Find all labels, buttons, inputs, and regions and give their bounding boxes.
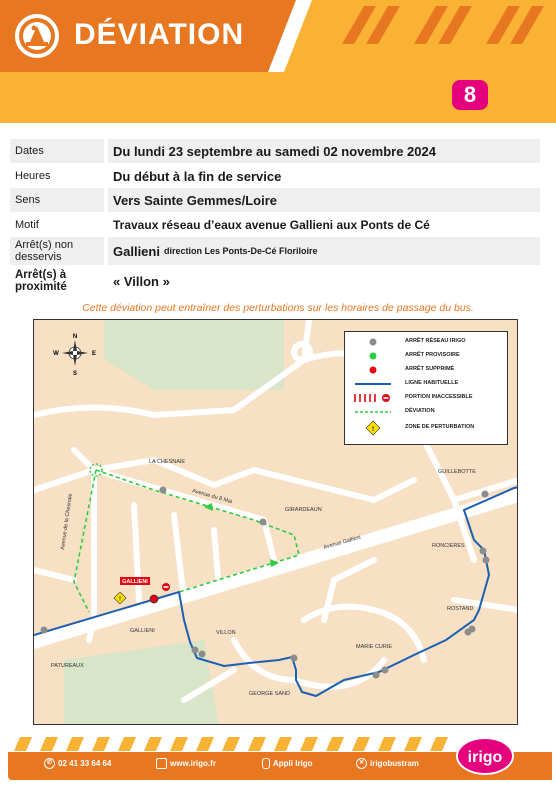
legend-item: ! ZONE DE PERTURBATION <box>345 420 509 436</box>
legend-item: ARRÊT RÉSEAU IRIGO <box>345 336 509 348</box>
roadworks-logo-icon <box>17 16 57 56</box>
info-row-nearby <box>10 267 540 295</box>
info-row-reason <box>10 213 540 237</box>
street-label: RONCIERES <box>432 543 465 549</box>
compass-icon <box>53 334 96 377</box>
gallieni-tag-label: GALLIENI <box>122 579 148 585</box>
info-label: Motif <box>10 213 104 237</box>
street-label: Avenue Gallieni <box>322 534 362 551</box>
no-entry-icon <box>162 583 170 591</box>
info-row-dates <box>10 139 540 163</box>
grey-dot-icon <box>351 336 395 348</box>
decorative-stripes <box>342 6 544 44</box>
avenue-gallieni-road <box>34 488 518 649</box>
info-value: Travaux réseau d’eaux avenue Gallieni aux Ponts de Cé <box>108 213 540 237</box>
svg-text:!: ! <box>371 426 375 433</box>
street-label: PATUREAUX <box>51 663 84 669</box>
info-value: Vers Sainte Gemmes/Loire <box>108 188 540 212</box>
stop-name: Gallieni <box>113 243 160 259</box>
green-dot-icon <box>351 350 395 362</box>
warning-sign-icon <box>114 592 126 604</box>
info-value: Du début à la fin de service <box>108 164 540 188</box>
irigo-logo: irigo <box>456 737 514 775</box>
info-label: Arrêt(s) non desservis <box>10 237 104 265</box>
green-dash-icon <box>351 406 395 418</box>
phone-number: 02 41 33 64 64 <box>58 759 112 768</box>
phone-icon: ✆ <box>44 758 55 769</box>
legend-item: ARRÊT PROVISOIRE <box>345 350 509 362</box>
info-value <box>108 237 540 265</box>
info-row-not-served <box>10 237 540 265</box>
removed-stop-icon <box>150 595 158 603</box>
warning-sign-icon <box>351 420 395 436</box>
info-label: Dates <box>10 139 104 163</box>
park-area <box>104 320 284 390</box>
street-label: Avenue du 8 Mai <box>191 488 233 506</box>
street-label: ROSTAND <box>447 606 474 612</box>
smartphone-icon <box>262 758 270 769</box>
footer-app[interactable] <box>262 758 313 769</box>
street-label: GUILLEBOTTE <box>438 469 476 475</box>
info-label: Arrêt(s) à proximité <box>10 267 104 295</box>
street-label: LA CHESNAIE <box>149 459 186 465</box>
blue-line-icon <box>351 378 395 390</box>
social-handle: irigobustram <box>370 759 419 768</box>
footer-social[interactable] <box>356 758 419 769</box>
svg-text:N: N <box>72 334 78 340</box>
svg-text:W: W <box>53 351 59 357</box>
legend-item: LIGNE HABITUELLE <box>345 378 509 390</box>
svg-text:!: ! <box>119 596 121 603</box>
footer-web[interactable] <box>156 758 216 769</box>
info-row-hours <box>10 164 540 188</box>
app-name: Appli Irigo <box>273 759 313 768</box>
info-value: Du lundi 23 septembre au samedi 02 novembre 2024 <box>108 139 540 163</box>
svg-text:E: E <box>91 351 97 357</box>
x-social-icon: ✕ <box>356 758 367 769</box>
street-label: MARIE CURIE <box>356 644 393 650</box>
map-legend <box>344 331 508 445</box>
computer-icon <box>156 758 167 769</box>
street-label: GIRARDEAUN <box>285 507 322 513</box>
info-row-direction <box>10 188 540 212</box>
legend-item: ARRÊT SUPPRIMÉ <box>345 364 509 376</box>
red-dot-icon <box>351 364 395 376</box>
disruption-warning: Cette déviation peut entraîner des perturbations sur les horaires de passage du bus. <box>82 302 474 314</box>
line-number-badge: 8 <box>452 80 488 110</box>
street-label: Avenue de la Chesnaie <box>60 493 74 551</box>
info-label: Sens <box>10 188 104 212</box>
footer-phone[interactable] <box>44 758 111 769</box>
legend-item: DÉVIATION <box>345 406 509 418</box>
street-label: GALLIENI <box>130 628 155 634</box>
info-label: Heures <box>10 164 104 188</box>
legend-item: PORTION INACCESSIBLE <box>345 392 509 404</box>
stop-note: direction Les Ponts-De-Cé Floriloire <box>163 246 318 256</box>
svg-text:S: S <box>72 371 78 377</box>
street-label: GEORGE SAND <box>249 691 290 697</box>
web-address: www.irigo.fr <box>170 759 216 768</box>
no-entry-icon <box>351 392 395 404</box>
street-label: VILLON <box>216 630 236 636</box>
info-value: « Villon » <box>108 267 540 295</box>
page-title: DÉVIATION <box>74 18 245 51</box>
